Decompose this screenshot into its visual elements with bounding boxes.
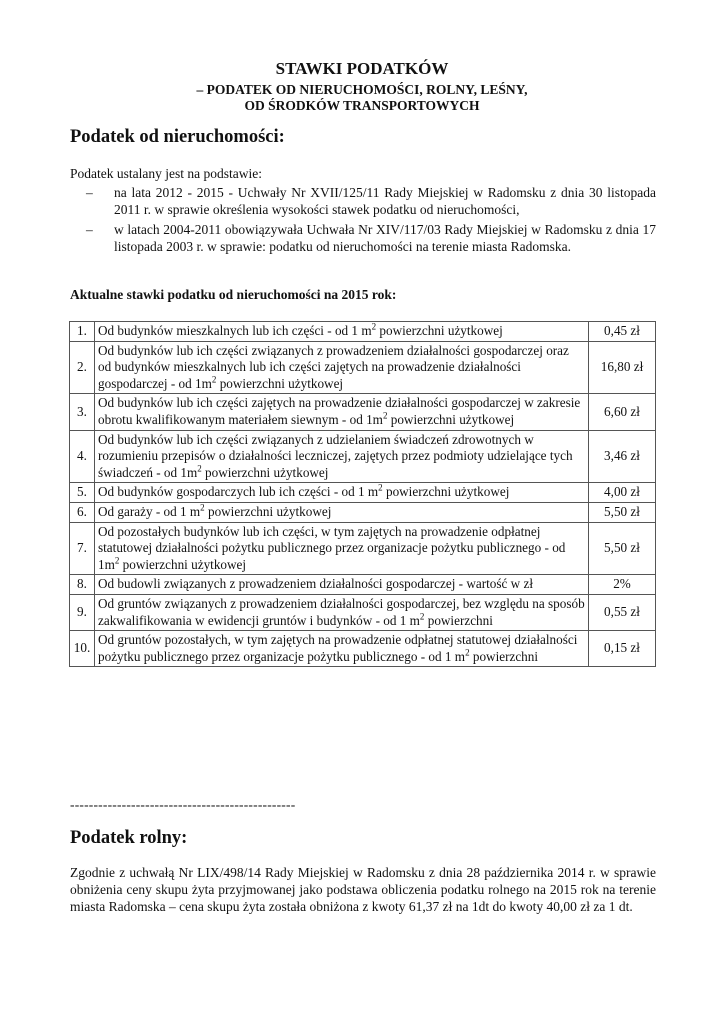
row-number: 8. [70, 575, 95, 595]
row-description: Od gruntów związanych z prowadzeniem działalności gospodarczej, bez względu na sposób zakwalifikowania w ewidencji gruntów i budynków - od 1 $m^2$ powierzchni [95, 594, 589, 630]
row-rate: 0,15 zł [589, 631, 656, 667]
document-subtitle-line-2: OD ŚRODKÓW TRANSPORTOWYCH [244, 98, 480, 113]
agricultural-tax-heading: Podatek rolny: [70, 828, 188, 848]
table-row [70, 430, 656, 483]
row-rate: 16,80 zł [589, 341, 656, 394]
bullet-dash: – [86, 222, 93, 237]
row-rate: 2% [589, 575, 656, 595]
bullet-text: na lata 2012 - 2015 - Uchwały Nr XVII/125/11 Rady Miejskiej w Radomsku z dnia 30 listopada 2011 r. w sprawie określenia wysokości stawek podatku od nieruchomości, [114, 185, 656, 217]
document-title: STAWKI PODATKÓW [275, 59, 449, 78]
row-description: Od budynków lub ich części związanych z prowadzeniem działalności gospodarczej oraz od budynków mieszkalnych lub ich części zajętych na prowadzenie działalności gospodarczej - od $1m^2$ powierzchni użytkowej [95, 341, 589, 394]
row-number: 5. [70, 483, 95, 503]
row-number: 1. [70, 322, 95, 342]
row-rate: 6,60 zł [589, 394, 656, 430]
row-number: 4. [70, 430, 95, 483]
row-rate: 4,00 zł [589, 483, 656, 503]
table-row [70, 631, 656, 667]
property-tax-intro: Podatek ustalany jest na podstawie: [70, 166, 262, 181]
row-number: 9. [70, 594, 95, 630]
legal-basis-bullet-2 [86, 221, 656, 255]
row-description: Od gruntów pozostałych, w tym zajętych na prowadzenie odpłatnej statutowej działalności pożytku publicznego przez organizacje pożytku publicznego - od 1 $m^2$ powierzchni [95, 631, 589, 667]
document-subtitle-line-1: – PODATEK OD NIERUCHOMOŚCI, ROLNY, LEŚNY, [196, 82, 528, 97]
row-rate: 3,46 zł [589, 430, 656, 483]
rates-heading: Aktualne stawki podatku od nieruchomości na 2015 rok: [70, 287, 397, 302]
row-rate: 0,45 zł [589, 322, 656, 342]
row-number: 6. [70, 502, 95, 522]
property-tax-rates-table [69, 321, 656, 667]
table-row [70, 522, 656, 575]
row-number: 3. [70, 394, 95, 430]
table-row [70, 394, 656, 430]
table-row [70, 502, 656, 522]
row-description: Od budynków gospodarczych lub ich części - od 1 $m^2$ powierzchni użytkowej [95, 483, 589, 503]
table-row [70, 322, 656, 342]
table-row [70, 594, 656, 630]
row-number: 2. [70, 341, 95, 394]
row-description: Od budynków lub ich części związanych z udzielaniem świadczeń zdrowotnych w rozumieniu przepisów o działalności leczniczej, zajętych przez podmioty udzielające tych świadczeń - od $1m^2$ powierzchni użytkowej [95, 430, 589, 483]
row-description: Od pozostałych budynków lub ich części, w tym zajętych na prowadzenie odpłatnej statutowej działalności pożytku publicznego przez organizacje pożytku publicznego - od $1m^2$ powierzchni użytkowej [95, 522, 589, 575]
bullet-dash: – [86, 185, 93, 200]
section-separator: ------------------------------------------------ [70, 797, 296, 812]
row-rate: 5,50 zł [589, 522, 656, 575]
row-description: Od garaży - od 1 $m^2$ powierzchni użytkowej [95, 502, 589, 522]
row-description: Od budynków lub ich części zajętych na prowadzenie działalności gospodarczej w zakresie obrotu kwalifikowanym materiałem siewnym - od $1m^2$ powierzchni użytkowej [95, 394, 589, 430]
bullet-text: w latach 2004-2011 obowiązywała Uchwała Nr XIV/117/03 Rady Miejskiej w Radomsku z dnia 17 listopada 2003 r. w sprawie: podatku od nieruchomości na terenie miasta Radomska. [114, 222, 656, 254]
row-number: 7. [70, 522, 95, 575]
row-number: 10. [70, 631, 95, 667]
table-row [70, 483, 656, 503]
row-description: Od budowli związanych z prowadzeniem działalności gospodarczej - wartość w zł [95, 575, 589, 595]
table-row [70, 341, 656, 394]
agricultural-tax-text: Zgodnie z uchwałą Nr LIX/498/14 Rady Miejskiej w Radomsku z dnia 28 października 2014 r. w sprawie obniżenia ceny skupu żyta przyjmowanej jako podstawa obliczenia podatku rolnego na 2015 rok na terenie miasta Radomska – cena skupu żyta została obniżona z kwoty 61,37 zł na 1dt do kwoty 40,00 zł za 1 dt. [70, 865, 656, 914]
property-tax-heading: Podatek od nieruchomości: [70, 127, 285, 147]
table-row [70, 575, 656, 595]
row-rate: 5,50 zł [589, 502, 656, 522]
row-rate: 0,55 zł [589, 594, 656, 630]
legal-basis-bullet-1 [86, 184, 656, 218]
row-description: Od budynków mieszkalnych lub ich części - od 1 $m^2$ powierzchni użytkowej [95, 322, 589, 342]
